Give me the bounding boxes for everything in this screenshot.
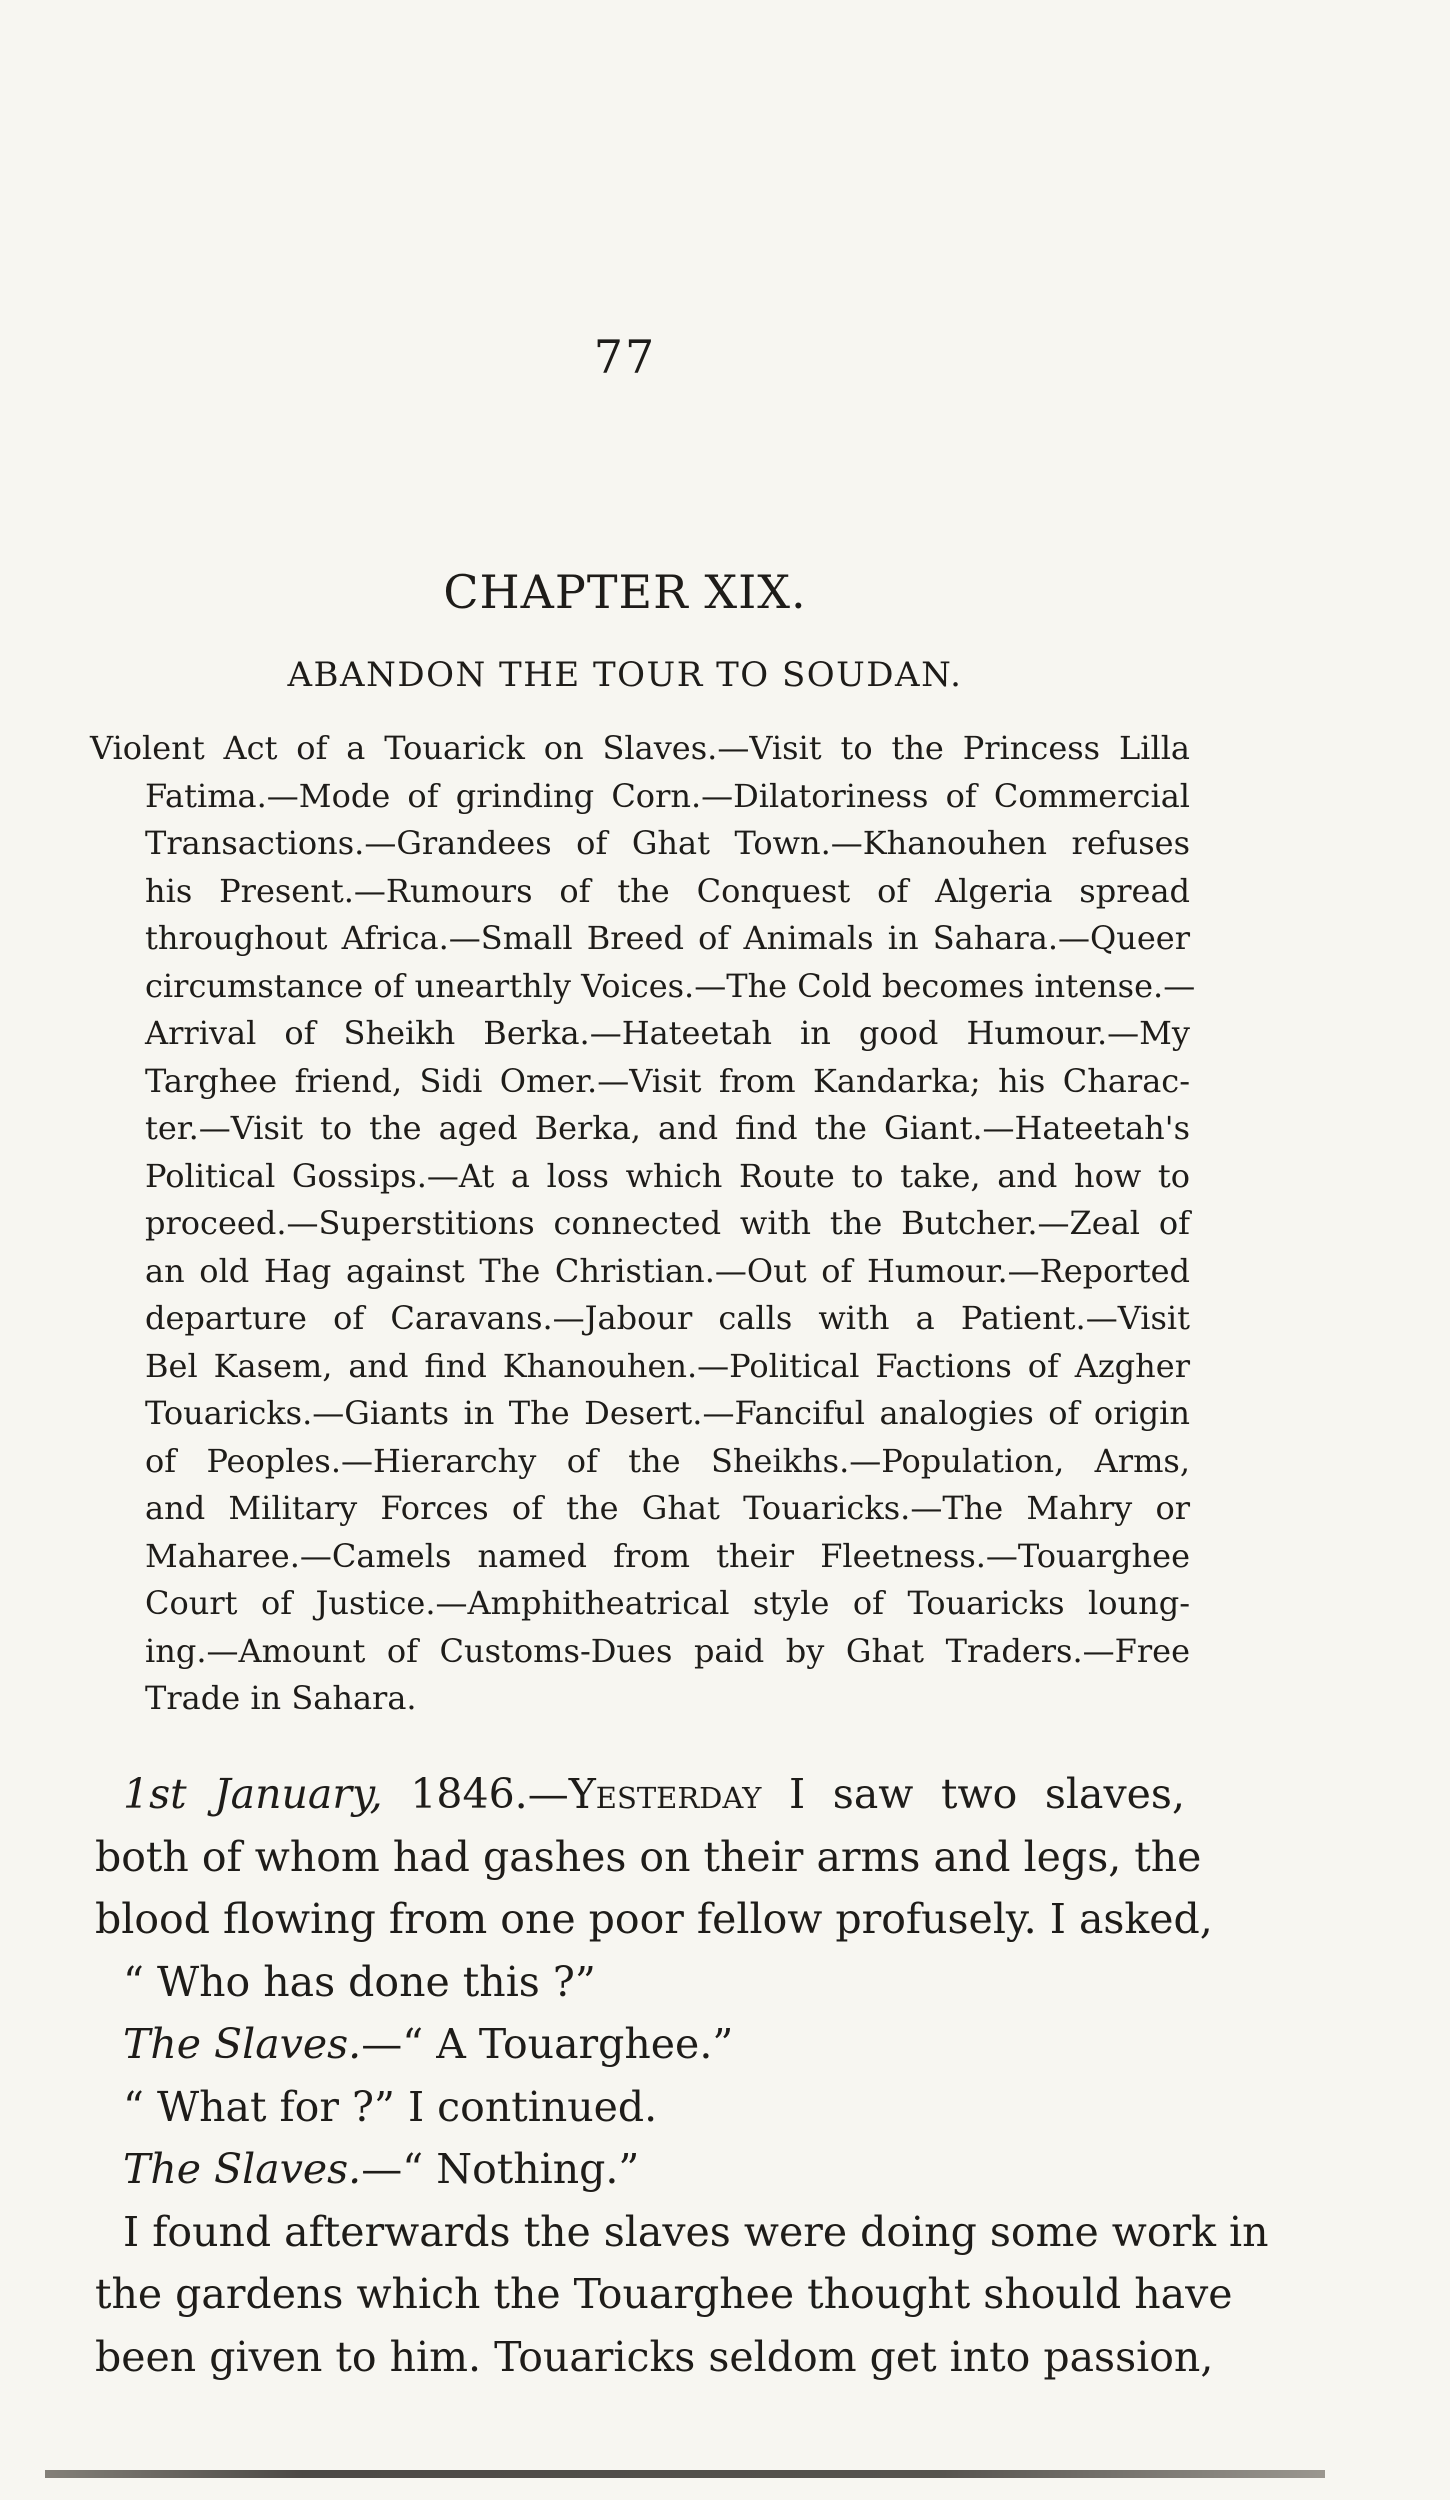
summary-line: Touaricks.—Giants in The Desert.—Fanciful analogies of origin bbox=[145, 1394, 1190, 1432]
summary-line: of Peoples.—Hierarchy of the Sheikhs.—Population, Arms, bbox=[145, 1441, 1190, 1480]
summary-line: an old Hag against The Christian.—Out of Humour.—Reported bbox=[145, 1251, 1190, 1290]
summary-line: Transactions.—Grandees of Ghat Town.—Khanouhen refuses bbox=[145, 824, 1190, 862]
summary-line: and Military Forces of the Ghat Touaricks.—The Mahry or bbox=[145, 1489, 1190, 1527]
body-line bbox=[95, 1763, 1185, 1826]
summary-line: his Present.—Rumours of the Conquest of Algeria spread bbox=[145, 871, 1190, 910]
summary-line: Political Gossips.—At a loss which Route to take, and how to bbox=[145, 1156, 1190, 1195]
dialogue-line: “ What for ?” I continued. bbox=[123, 2082, 658, 2131]
summary-line: proceed.—Superstitions connected with the Butcher.—Zeal of bbox=[145, 1204, 1190, 1242]
summary-line: circumstance of unearthly Voices.—The Cold becomes intense.— bbox=[145, 966, 1196, 1005]
body-line: blood flowing from one poor fellow profusely. I asked, bbox=[95, 1895, 1213, 1943]
body-line: been given to him. Touaricks seldom get into passion, bbox=[95, 2332, 1214, 2381]
summary-line: Targhee friend, Sidi Omer.—Visit from Kandarka; his Charac- bbox=[145, 1061, 1190, 1100]
speaker-label: The Slaves. bbox=[123, 2145, 362, 2193]
summary-line: ter.—Visit to the aged Berka, and find the Giant.—Hateetah's bbox=[145, 1109, 1190, 1147]
chapter-title: CHAPTER XIX. bbox=[443, 565, 807, 619]
chapter-summary bbox=[90, 725, 1196, 1723]
body-line: the gardens which the Touarghee thought should have bbox=[95, 2270, 1233, 2318]
body-text-span: I saw two slaves, bbox=[761, 1770, 1185, 1818]
lead-word: Yesterday bbox=[568, 1770, 762, 1818]
summary-line: Bel Kasem, and find Khanouhen.—Political Factions of Azgher bbox=[145, 1346, 1190, 1385]
summary-line: departure of Caravans.—Jabour calls with a Patient.—Visit bbox=[145, 1299, 1190, 1337]
summary-line: Maharee.—Camels named from their Fleetness.—Touarghee bbox=[145, 1536, 1190, 1575]
page-number: 77 bbox=[593, 330, 657, 384]
body-text bbox=[95, 1763, 1269, 2388]
summary-line: ing.—Amount of Customs-Dues paid by Ghat Traders.—Free bbox=[145, 1631, 1190, 1670]
dialogue-line: “ Who has done this ?” bbox=[123, 1957, 596, 2006]
dialogue-text: —“ Nothing.” bbox=[361, 2145, 640, 2193]
bottom-rule bbox=[45, 2470, 1325, 2478]
summary-line: Violent Act of a Touarick on Slaves.—Visit to the Princess Lilla bbox=[90, 729, 1190, 767]
body-line: I found afterwards the slaves were doing some work in bbox=[123, 2207, 1269, 2256]
summary-line: Arrival of Sheikh Berka.—Hateetah in good Humour.—My bbox=[145, 1014, 1190, 1052]
date-text: 1st January, bbox=[123, 1770, 383, 1818]
summary-line: Court of Justice.—Amphitheatrical style of Touaricks loung- bbox=[145, 1584, 1190, 1622]
dialogue-line bbox=[95, 2013, 1185, 2076]
speaker-label: The Slaves. bbox=[123, 2020, 362, 2068]
chapter-subtitle: ABANDON THE TOUR TO SOUDAN. bbox=[287, 655, 963, 695]
dialogue-text: —“ A Touarghee.” bbox=[361, 2020, 734, 2068]
summary-line: Trade in Sahara. bbox=[145, 1679, 417, 1717]
summary-line: Fatima.—Mode of grinding Corn.—Dilatoriness of Commercial bbox=[145, 776, 1190, 815]
year-text: 1846.— bbox=[382, 1770, 569, 1818]
body-line: both of whom had gashes on their arms and legs, the bbox=[95, 1832, 1202, 1881]
dialogue-line bbox=[95, 2138, 1185, 2201]
summary-line: throughout Africa.—Small Breed of Animals in Sahara.—Queer bbox=[145, 919, 1190, 957]
